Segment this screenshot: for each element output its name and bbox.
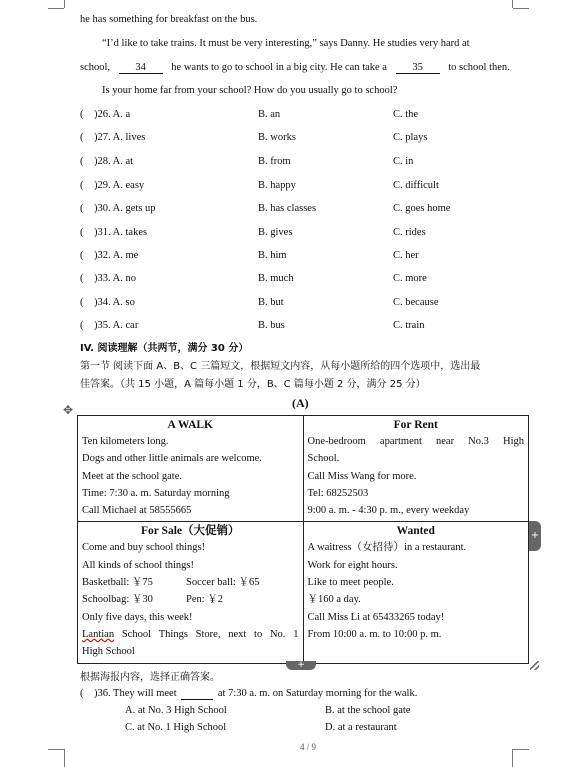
ad-title: A WALK [167,419,213,431]
table-move-handle-icon[interactable]: ✥ [63,403,74,417]
option-b: B. much [258,273,294,284]
question-row [80,250,540,264]
ad-word: Lantian [82,628,115,640]
question-text: ( )36. They will meet [80,688,177,699]
option-c: C. at No. 1 High School [125,722,227,733]
ad-line: Only five days, this week! [82,611,193,623]
option-b: B. him [258,250,287,261]
option-c: C. rides [393,227,426,238]
option-a: A. at No. 3 High School [125,705,227,716]
option-b: B. at the school gate [325,705,411,716]
option-a: ( )35. A. car [80,320,139,331]
option-a: ( )31. A. takes [80,227,148,238]
option-c: C. more [393,273,427,284]
page-number: 4 / 9 [300,742,317,752]
option-c: C. train [393,320,425,331]
ad-word: apartment [379,436,422,447]
option-b: B. has classes [258,203,317,214]
option-b: B. an [258,109,281,120]
option-c: C. in [393,156,414,167]
ad-line: Call Michael at 58555665 [82,505,192,517]
price-soccer: Soccer ball: ￥65 [186,577,260,589]
ad-word: 1 [293,628,299,640]
ad-word: No. [269,628,286,640]
ad-word: High [502,436,524,447]
option-a: ( )33. A. no [80,273,136,284]
ad-line [308,433,525,450]
price-pen: Pen: ￥2 [186,594,224,606]
passage-line-2: “I’d like to take trains. It must be very interesting,” says Danny. He studies very hard at [102,38,470,49]
poster-instructions: 根据海报内容，选择正确答案。 [80,672,220,683]
ad-line [82,591,299,608]
crop-mark [64,0,65,8]
ad-title: For Rent [393,419,438,431]
question-row [80,109,540,123]
option-a: ( )29. A. easy [80,180,145,191]
table-resize-handle-icon[interactable] [530,661,539,670]
ad-line: Call Miss Li at 65433265 today! [307,611,445,623]
ad-word: near [436,436,455,447]
option-b: B. works [258,132,296,143]
option-c: C. because [393,297,439,308]
ad-word: One-bedroom [307,436,366,447]
section-instructions: 佳答案。（共 15 小题，A 篇每小题 1 分，B、C 篇每小题 2 分，满分 25 分） [80,379,426,390]
passage-text: to school then. [448,62,510,73]
option-d: D. at a restaurant [325,722,397,733]
ad-line: 9:00 a. m. - 4:30 p. m., every weekday [307,505,470,517]
ad-line: Like to meet people. [307,577,394,589]
option-b: B. happy [258,180,296,191]
ad-line: High School [82,646,135,658]
ad-line: Meet at the school gate. [82,470,183,482]
ad-word: Things [158,628,188,640]
ad-sale [78,522,304,663]
ads-table [77,415,529,664]
crop-mark [512,749,513,767]
ad-line: Time: 7:30 a. m. Saturday morning [82,487,230,499]
option-a: ( )26. A. a [80,109,131,120]
question-row [80,273,540,287]
passage-line-1: he has something for breakfast on the bus. [80,14,258,25]
crop-mark [64,749,65,767]
question-36 [80,688,417,700]
option-c: C. goes home [393,203,451,214]
ad-line: From 10:00 a. m. to 10:00 p. m. [307,628,442,640]
plus-icon: + [297,660,305,670]
option-b: B. but [258,297,284,308]
option-a: ( )32. A. me [80,250,139,261]
question-row [80,227,540,241]
question-text: at 7:30 a. m. on Saturday morning for the walk. [217,688,418,699]
ad-line: School. [307,453,340,465]
question-row [80,180,540,194]
ad-line: All kinds of school things! [82,559,194,571]
question-row [80,297,540,311]
ad-wanted [303,522,529,663]
crop-mark [48,8,64,9]
plus-icon: + [530,530,540,541]
ad-word: next [228,628,247,640]
option-c: C. her [393,250,419,261]
ad-line: Ten kilometers long. [82,436,169,447]
option-c: C. difficult [393,180,439,191]
price-basketball: Basketball: ￥75 [82,577,153,589]
ad-line [82,574,299,591]
passage-line-3 [80,62,510,74]
answer-blank [181,688,213,700]
section-heading: IV. 阅读理解（共两节，满分 30 分） [80,343,249,354]
passage-line-4: Is your home far from your school? How do you usually go to school? [102,85,398,96]
ad-word: School [121,628,151,640]
section-instructions: 第一节 阅读下面 A、B、C 三篇短文，根据短文内容，从每小题所给的四个选项中，选出最 [80,361,481,372]
passage-text: he wants to go to school in a big city. He can take a [171,62,387,73]
ad-title: Wanted [396,525,435,538]
option-b: B. from [258,156,291,167]
passage-label: (A) [292,396,309,410]
crop-mark [513,749,529,750]
ad-word: No.3 [468,436,489,447]
ad-line: Call Miss Wang for more. [307,470,417,482]
add-column-button[interactable] [529,521,541,551]
option-a: ( )34. A. so [80,297,135,308]
crop-mark [512,0,513,8]
option-a: ( )28. A. at [80,156,134,167]
add-row-button[interactable] [286,661,316,670]
ad-title: For Sale（大促销） [141,525,240,538]
blank-34: 34 [119,62,163,74]
crop-mark [48,749,64,750]
ad-line: Work for eight hours. [307,559,398,571]
crop-mark [513,8,529,9]
question-row [80,203,540,217]
passage-text: school, [80,62,111,73]
ad-line: Come and buy school things! [82,542,206,554]
option-a: ( )27. A. lives [80,132,146,143]
question-row [80,156,540,170]
option-b: B. bus [258,320,285,331]
ad-line: Dogs and other little animals are welcome. [82,453,262,465]
option-b: B. gives [258,227,293,238]
ad-walk [78,416,304,522]
ad-word: Store, [195,628,221,640]
option-c: C. the [393,109,419,120]
ad-line [82,626,299,643]
question-row [80,320,540,334]
ad-line: ￥160 a day. [307,594,361,606]
option-a: ( )30. A. gets up [80,203,156,214]
blank-35: 35 [396,62,440,74]
ad-rent [303,416,529,522]
ad-word: to [254,628,263,640]
price-schoolbag: Schoolbag: ￥30 [82,594,153,606]
question-row [80,132,540,146]
ad-line: Tel: 68252503 [307,487,369,499]
ad-line: A waitress（女招待）in a restaurant. [307,542,467,554]
option-c: C. plays [393,132,428,143]
